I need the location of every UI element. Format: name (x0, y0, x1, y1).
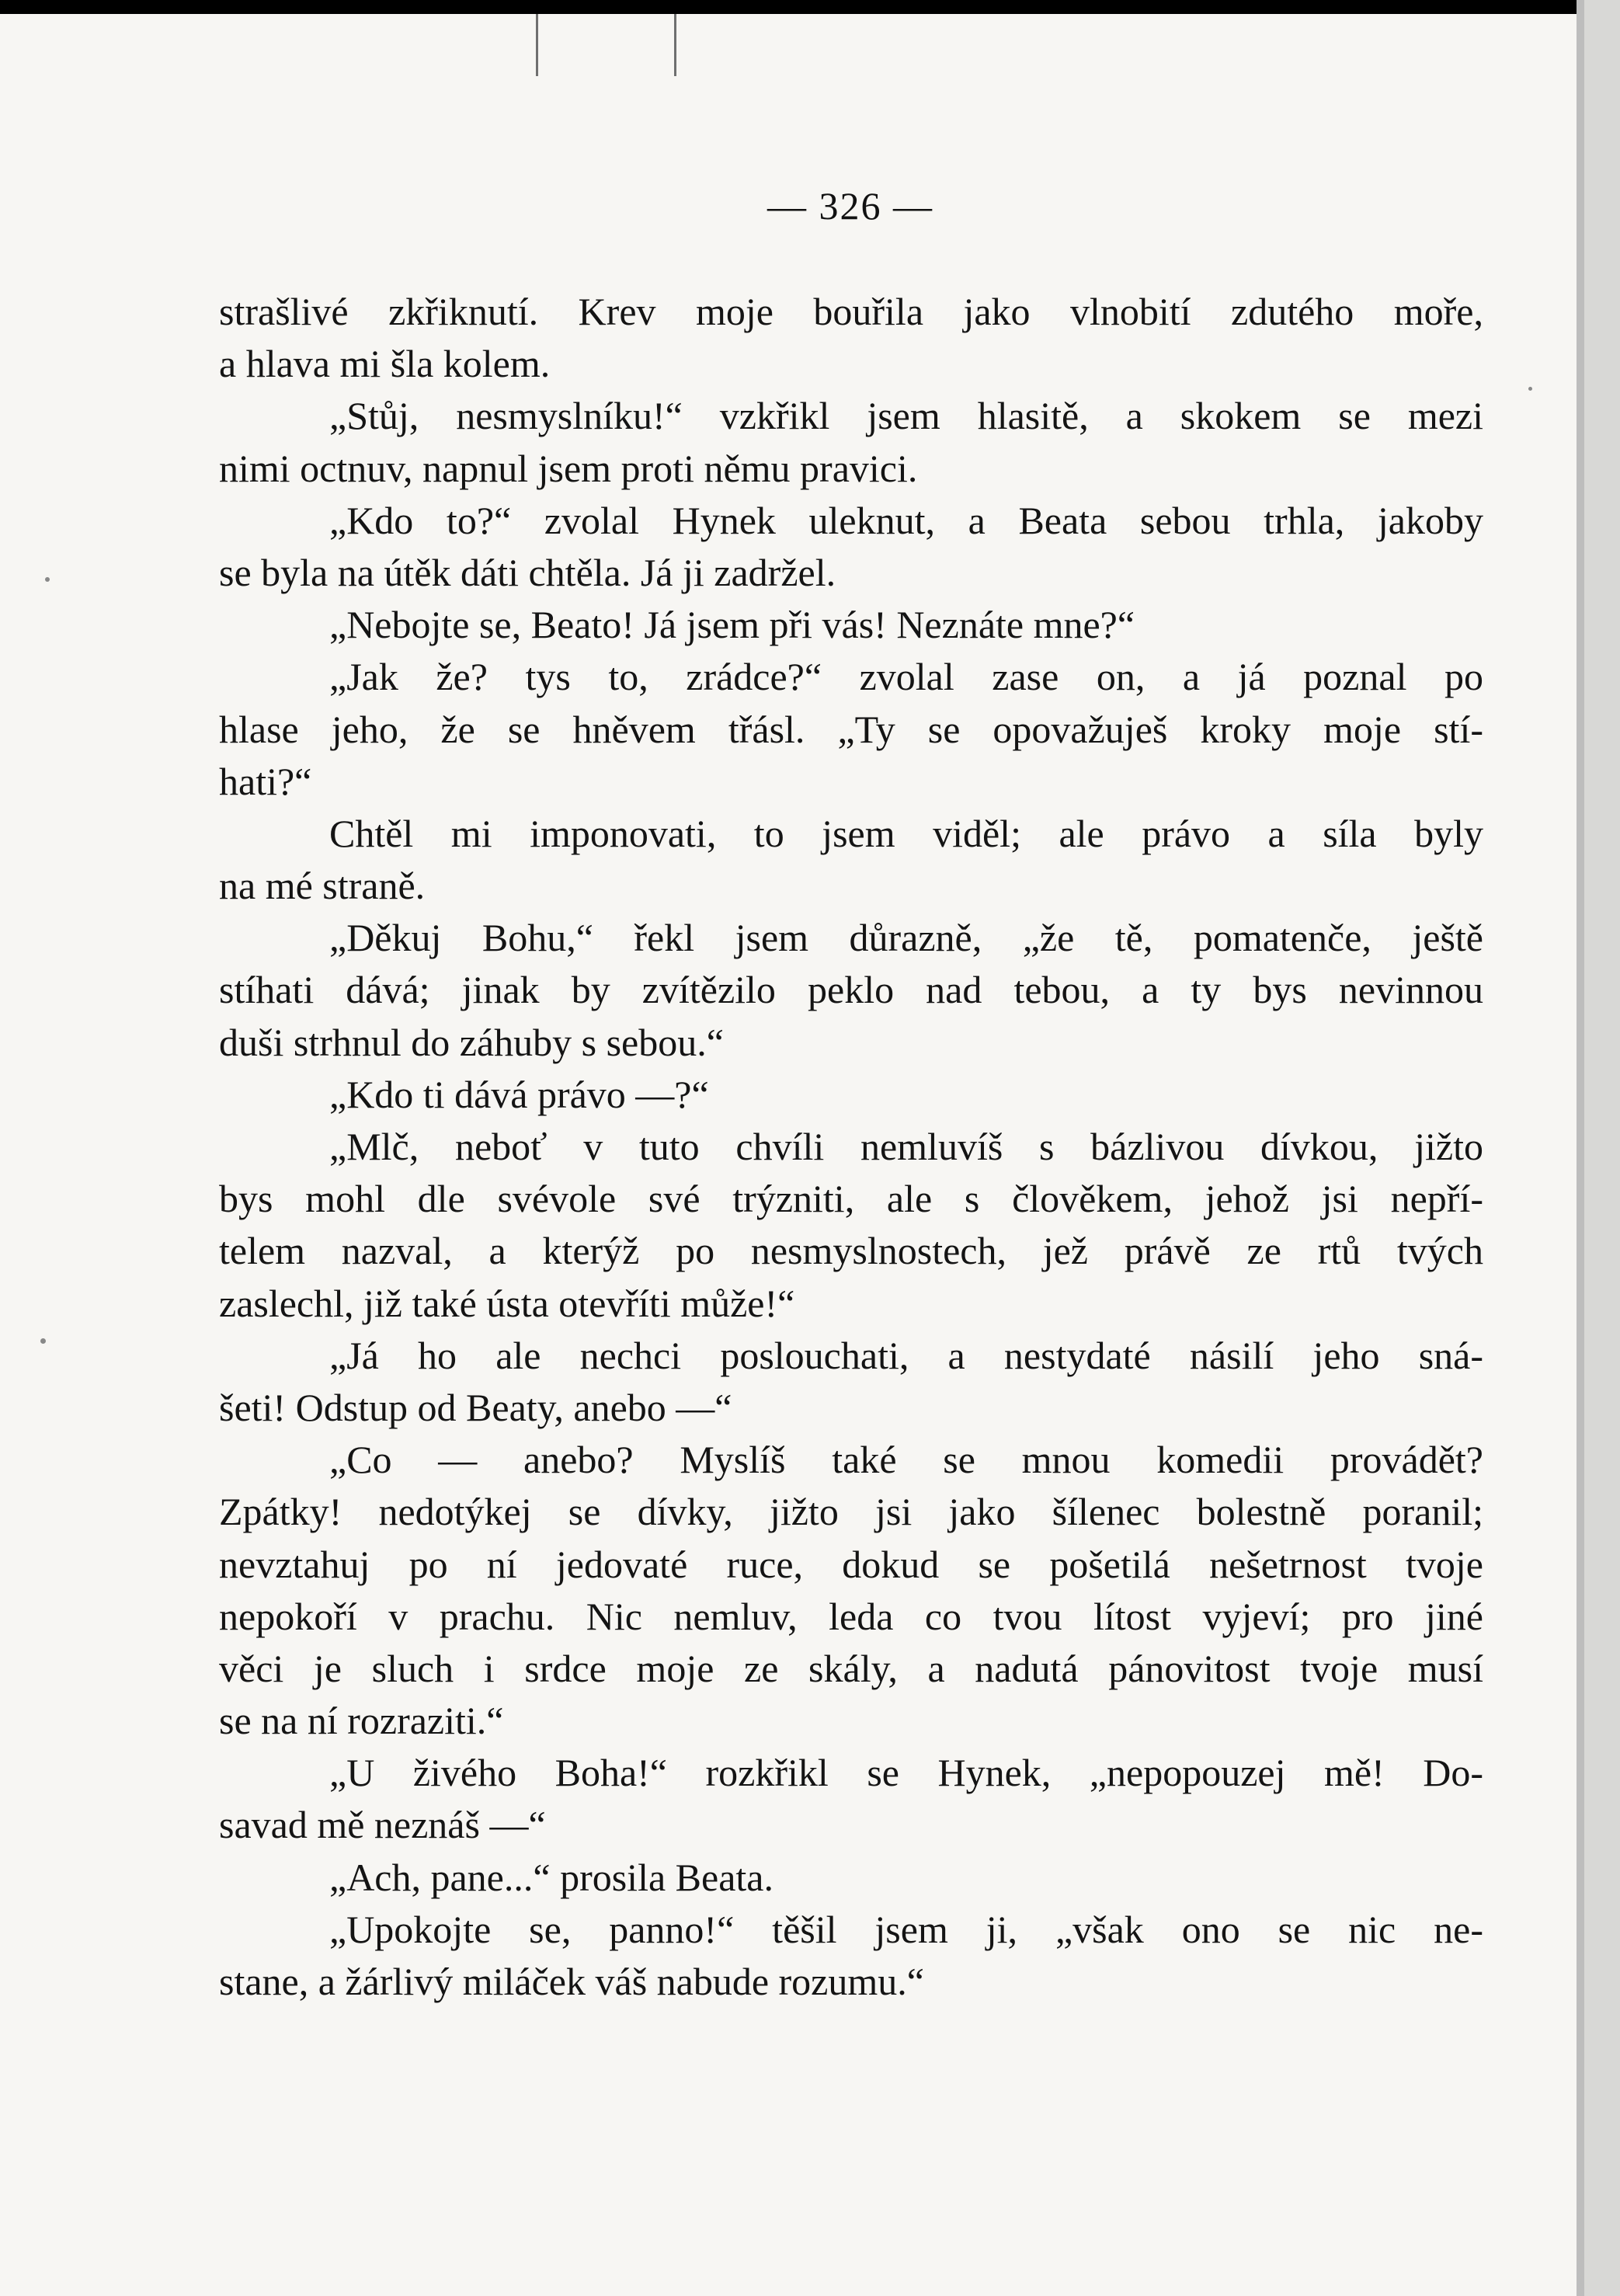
text-line: nevztahuj po ní jedovaté ruce, dokud se pošetilá nešetrnost tvoje (219, 1542, 1483, 1586)
text-line: „Děkuj Bohu,“ řekl jsem důrazně, „že tě, pomatenče, ještě (329, 916, 1483, 960)
body-text (219, 286, 1483, 2008)
text-line: „Kdo to?“ zvolal Hynek uleknut, a Beata sebou trhla, jakoby (329, 498, 1483, 542)
page-edge-shadow (1577, 0, 1584, 2296)
scan-speck (40, 1338, 46, 1344)
text-line: Chtěl mi imponovati, to jsem viděl; ale právo a síla byly (329, 811, 1483, 855)
text-line: „Nebojte se, Beato! Já jsem při vás! Neznáte mne?“ (329, 603, 1135, 647)
scan-speck (1528, 387, 1532, 391)
text-line: a hlava mi šla kolem. (219, 342, 551, 386)
text-line: „Já ho ale nechci poslouchati, a nestydaté násilí jeho sná- (329, 1333, 1483, 1377)
text-line: šeti! Odstup od Beaty, anebo —“ (219, 1385, 732, 1429)
text-line: věci je sluch i srdce moje ze skály, a nadutá pánovitost tvoje musí (219, 1646, 1483, 1690)
text-line: „Stůj, nesmyslníku!“ vzkřikl jsem hlasitě, a skokem se mezi (329, 394, 1483, 438)
text-line: hlase jeho, že se hněvem třásl. „Ty se opovažuješ kroky moje stí- (219, 707, 1483, 751)
text-line: stane, a žárlivý miláček váš nabude rozumu.“ (219, 1960, 924, 2003)
text-line: na mé straně. (219, 864, 426, 908)
page-number: — 326 — (767, 184, 933, 228)
binding-mark (536, 14, 538, 76)
text-line: stíhati dává; jinak by zvítězilo peklo nad tebou, a ty bys nevinnou (219, 968, 1483, 1012)
text-line: hati?“ (219, 759, 312, 803)
text-line: Zpátky! nedotýkej se dívky, jižto jsi jako šílenec bolestně poranil; (219, 1490, 1483, 1534)
text-line: nepokoří v prachu. Nic nemluv, leda co tvou lítost vyjeví; pro jiné (219, 1594, 1483, 1638)
adjacent-page-edge (1584, 0, 1620, 2296)
text-line: se byla na útěk dáti chtěla. Já ji zadržel. (219, 550, 836, 594)
text-line: savad mě neznáš —“ (219, 1803, 546, 1847)
scan-speck (45, 577, 50, 582)
text-line: „Mlč, neboť v tuto chvíli nemluvíš s bázlivou dívkou, jižto (329, 1125, 1483, 1168)
text-line: zaslechl, již také ústa otevříti může!“ (219, 1281, 795, 1325)
text-line: duši strhnul do záhuby s sebou.“ (219, 1020, 724, 1064)
text-line: se na ní rozraziti.“ (219, 1699, 504, 1743)
book-page (0, 14, 1577, 2296)
text-line: „Jak že? tys to, zrádce?“ zvolal zase on, a já poznal po (329, 655, 1483, 699)
text-line: „Upokojte se, panno!“ těšil jsem ji, „však ono se nic ne- (329, 1907, 1483, 1951)
text-line: „U živého Boha!“ rozkřikl se Hynek, „nepopouzej mě! Do- (329, 1751, 1483, 1795)
text-line: telem nazval, a kterýž po nesmyslnostech, jež právě ze rtů tvých (219, 1229, 1483, 1273)
text-line: „Kdo ti dává právo —?“ (329, 1072, 709, 1116)
text-line: bys mohl dle svévole své trýzniti, ale s člověkem, jehož jsi nepří- (219, 1177, 1483, 1221)
binding-mark (674, 14, 676, 76)
text-line: nimi octnuv, napnul jsem proti němu pravici. (219, 446, 918, 490)
text-line: „Co — anebo? Myslíš také se mnou komedii provádět? (329, 1438, 1483, 1482)
text-line: „Ach, pane...“ prosila Beata. (329, 1855, 773, 1899)
text-line: strašlivé zkřiknutí. Krev moje bouřila jako vlnobití zdutého moře, (219, 290, 1483, 333)
